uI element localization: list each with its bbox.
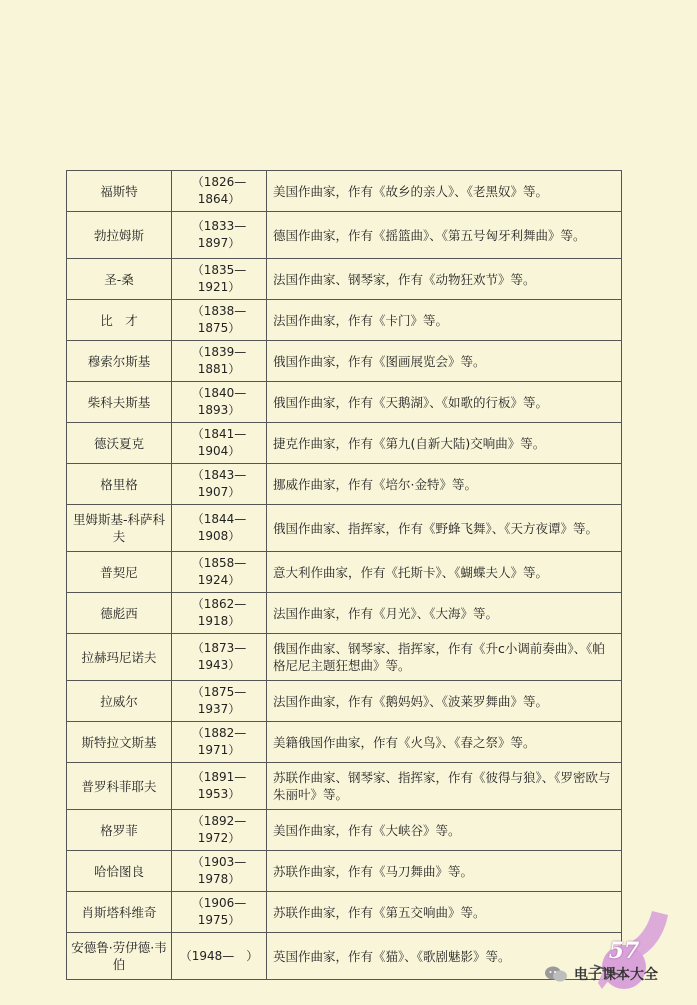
table-row: [67, 505, 622, 552]
composer-years: （1862—1918）: [172, 593, 267, 634]
composer-name: 拉威尔: [67, 681, 172, 722]
composer-description: 苏联作曲家，作有《马刀舞曲》等。: [267, 851, 622, 892]
composer-description: 美国作曲家，作有《故乡的亲人》、《老黑奴》等。: [267, 171, 622, 212]
composer-years: （1833—1897）: [172, 212, 267, 259]
table-row: [67, 722, 622, 763]
composer-description: 美籍俄国作曲家，作有《火鸟》、《春之祭》等。: [267, 722, 622, 763]
composer-description: 挪威作曲家，作有《培尔·金特》等。: [267, 464, 622, 505]
table-row: [67, 552, 622, 593]
composer-years: （1838—1875）: [172, 300, 267, 341]
composer-years: （1835—1921）: [172, 259, 267, 300]
composer-description: 苏联作曲家，作有《第五交响曲》等。: [267, 892, 622, 933]
table-row: [67, 212, 622, 259]
composer-description: 捷克作曲家，作有《第九(自新大陆)交响曲》等。: [267, 423, 622, 464]
composer-years: （1826—1864）: [172, 171, 267, 212]
table-row: [67, 259, 622, 300]
watermark: [544, 963, 658, 985]
composer-years: （1882—1971）: [172, 722, 267, 763]
composer-name: 哈恰图良: [67, 851, 172, 892]
composer-description: 俄国作曲家，作有《图画展览会》等。: [267, 341, 622, 382]
table-row: [67, 851, 622, 892]
composer-name: 德彪西: [67, 593, 172, 634]
composer-name: 福斯特: [67, 171, 172, 212]
composer-name: 肖斯塔科维奇: [67, 892, 172, 933]
composer-description: 法国作曲家，作有《鹅妈妈》、《波莱罗舞曲》等。: [267, 681, 622, 722]
table-row: [67, 382, 622, 423]
composer-years: （1891—1953）: [172, 763, 267, 810]
composer-years: （1858—1924）: [172, 552, 267, 593]
composer-description: 苏联作曲家、钢琴家、指挥家，作有《彼得与狼》、《罗密欧与朱丽叶》等。: [267, 763, 622, 810]
composer-years: （1839—1881）: [172, 341, 267, 382]
table-row: [67, 341, 622, 382]
composer-years: （1840—1893）: [172, 382, 267, 423]
composer-description: 法国作曲家，作有《卡门》等。: [267, 300, 622, 341]
composer-name: 德沃夏克: [67, 423, 172, 464]
composer-name: 安德鲁·劳伊德·韦伯: [67, 933, 172, 980]
composer-table: [66, 170, 622, 980]
table-row: [67, 171, 622, 212]
watermark-text: 电子课本大全: [574, 967, 658, 983]
composer-name: 比 才: [67, 300, 172, 341]
composer-description: 法国作曲家，作有《月光》、《大海》等。: [267, 593, 622, 634]
composer-name: 圣-桑: [67, 259, 172, 300]
composer-years: （1873—1943）: [172, 634, 267, 681]
composer-name: 穆索尔斯基: [67, 341, 172, 382]
table-row: [67, 300, 622, 341]
wechat-icon: [544, 965, 568, 983]
page-number: 57: [608, 938, 640, 964]
composer-years: （1841—1904）: [172, 423, 267, 464]
composer-years: （1903—1978）: [172, 851, 267, 892]
composer-name: 普罗科菲耶夫: [67, 763, 172, 810]
table-row: [67, 423, 622, 464]
table-row: [67, 464, 622, 505]
composer-name: 斯特拉文斯基: [67, 722, 172, 763]
table-row: [67, 763, 622, 810]
composer-years: （1844—1908）: [172, 505, 267, 552]
composer-name: 拉赫玛尼诺夫: [67, 634, 172, 681]
composer-name: 格里格: [67, 464, 172, 505]
table-row: [67, 681, 622, 722]
composer-description: 法国作曲家、钢琴家，作有《动物狂欢节》等。: [267, 259, 622, 300]
composer-name: 里姆斯基-科萨科夫: [67, 505, 172, 552]
composer-years: （1892—1972）: [172, 810, 267, 851]
composer-years: （1906—1975）: [172, 892, 267, 933]
table-row: [67, 892, 622, 933]
table-row: [67, 634, 622, 681]
composer-description: 俄国作曲家、指挥家，作有《野蜂飞舞》、《天方夜谭》等。: [267, 505, 622, 552]
composer-description: 美国作曲家，作有《大峡谷》等。: [267, 810, 622, 851]
table-row: [67, 810, 622, 851]
composer-name: 勃拉姆斯: [67, 212, 172, 259]
composer-table-body: [67, 171, 622, 980]
composer-description: 英国作曲家，作有《猫》、《歌剧魅影》等。: [267, 933, 622, 980]
composer-name: 格罗菲: [67, 810, 172, 851]
composer-description: 俄国作曲家，作有《天鹅湖》、《如歌的行板》等。: [267, 382, 622, 423]
composer-name: 柴科夫斯基: [67, 382, 172, 423]
composer-name: 普契尼: [67, 552, 172, 593]
composer-table-container: [66, 170, 622, 980]
composer-years: （1948— ）: [172, 933, 267, 980]
composer-description: 俄国作曲家、钢琴家、指挥家，作有《升c小调前奏曲》、《帕格尼尼主题狂想曲》等。: [267, 634, 622, 681]
composer-years: （1843—1907）: [172, 464, 267, 505]
composer-description: 意大利作曲家，作有《托斯卡》、《蝴蝶夫人》等。: [267, 552, 622, 593]
table-row: [67, 933, 622, 980]
composer-years: （1875—1937）: [172, 681, 267, 722]
composer-description: 德国作曲家，作有《摇篮曲》、《第五号匈牙利舞曲》等。: [267, 212, 622, 259]
table-row: [67, 593, 622, 634]
